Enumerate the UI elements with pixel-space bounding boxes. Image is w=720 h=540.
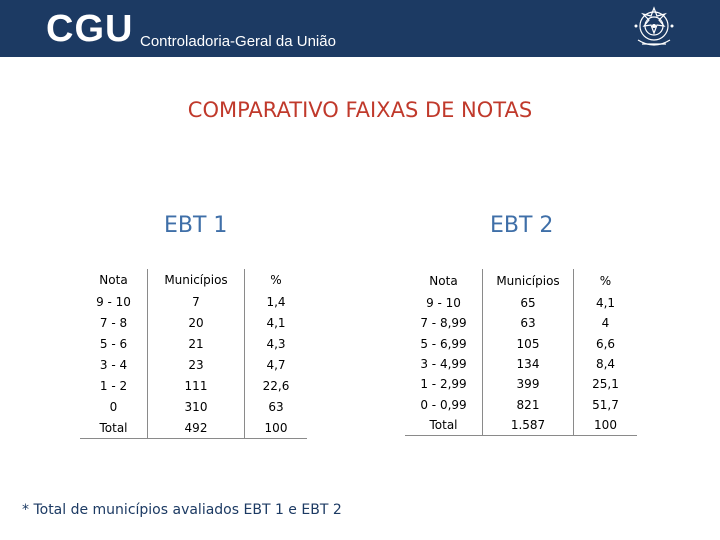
header-bar — [0, 0, 720, 57]
table-total-row — [80, 417, 307, 439]
table-cell: 1.587 — [483, 415, 574, 436]
table-total-row — [405, 415, 637, 436]
cgu-logo: CGU — [46, 8, 134, 50]
table-cell: 821 — [483, 394, 574, 414]
table-cell: 105 — [483, 334, 574, 354]
footnote: * Total de municípios avaliados EBT 1 e EBT 2 — [22, 502, 342, 518]
table-cell: 8,4 — [595, 357, 616, 372]
column-header: % — [599, 274, 612, 288]
coat-of-arms-icon — [628, 4, 680, 54]
table-cell: 65 — [483, 293, 574, 313]
table-cell: 6,6 — [595, 336, 616, 351]
table-row — [405, 354, 637, 374]
table-cell: 5 - 6 — [80, 333, 148, 354]
table-header-row — [405, 269, 637, 293]
table-cell: 20 — [148, 312, 245, 333]
table-cell: 9 - 10 — [405, 293, 483, 313]
column-header: Nota — [405, 269, 483, 293]
table-row — [80, 333, 307, 354]
table-row — [80, 375, 307, 396]
table-row — [405, 293, 637, 313]
table-cell: 7 — [148, 291, 245, 312]
table-row — [405, 374, 637, 394]
page-title: COMPARATIVO FAIXAS DE NOTAS — [187, 98, 533, 122]
table-cell: 134 — [483, 354, 574, 374]
table-row — [80, 312, 307, 333]
table-cell: Total — [405, 415, 483, 436]
table-row — [405, 334, 637, 354]
table-cell: 1 - 2,99 — [405, 374, 483, 394]
ebt1-heading: EBT 1 — [164, 213, 228, 238]
table-cell: 4 — [601, 316, 610, 331]
table-header-row — [80, 269, 307, 291]
column-header: Municípios — [483, 269, 574, 293]
table-cell: 492 — [148, 417, 245, 439]
table-cell: 100 — [574, 415, 638, 436]
table-cell: 4,1 — [595, 296, 616, 311]
table-cell: 51,7 — [592, 397, 619, 412]
table-cell: 7 - 8,99 — [405, 313, 483, 333]
table-cell: 25,1 — [592, 377, 619, 392]
table-row — [80, 354, 307, 375]
table-row — [80, 291, 307, 312]
column-header: % — [270, 273, 282, 287]
ebt2-heading: EBT 2 — [490, 213, 554, 238]
table-cell: 7 - 8 — [80, 312, 148, 333]
ebt2-table — [405, 269, 637, 436]
table-cell: 1 - 2 — [80, 375, 148, 396]
table-cell: 63 — [268, 399, 284, 414]
ebt1-table — [80, 269, 307, 439]
column-header: Nota — [80, 269, 148, 291]
table-cell: Total — [80, 417, 148, 439]
table-cell: 399 — [483, 374, 574, 394]
column-header: Municípios — [148, 269, 245, 291]
table-cell: 0 - 0,99 — [405, 394, 483, 414]
table-cell: 3 - 4 — [80, 354, 148, 375]
table-cell: 0 — [80, 396, 148, 417]
table-cell: 4,7 — [266, 357, 286, 372]
table-row — [405, 313, 637, 333]
table-cell: 1,4 — [266, 294, 286, 309]
table-cell: 3 - 4,99 — [405, 354, 483, 374]
table-cell: 4,1 — [266, 315, 286, 330]
cgu-logo-subtitle: Controladoria-Geral da União — [140, 33, 336, 50]
table-cell: 21 — [148, 333, 245, 354]
table-cell: 111 — [148, 375, 245, 396]
table-cell: 22,6 — [262, 378, 290, 393]
table-cell: 23 — [148, 354, 245, 375]
table-row — [405, 394, 637, 414]
table-cell: 4,3 — [266, 336, 286, 351]
table-cell: 63 — [483, 313, 574, 333]
table-cell: 9 - 10 — [80, 291, 148, 312]
table-cell: 310 — [148, 396, 245, 417]
table-row — [80, 396, 307, 417]
table-cell: 5 - 6,99 — [405, 334, 483, 354]
table-cell: 100 — [245, 417, 308, 439]
